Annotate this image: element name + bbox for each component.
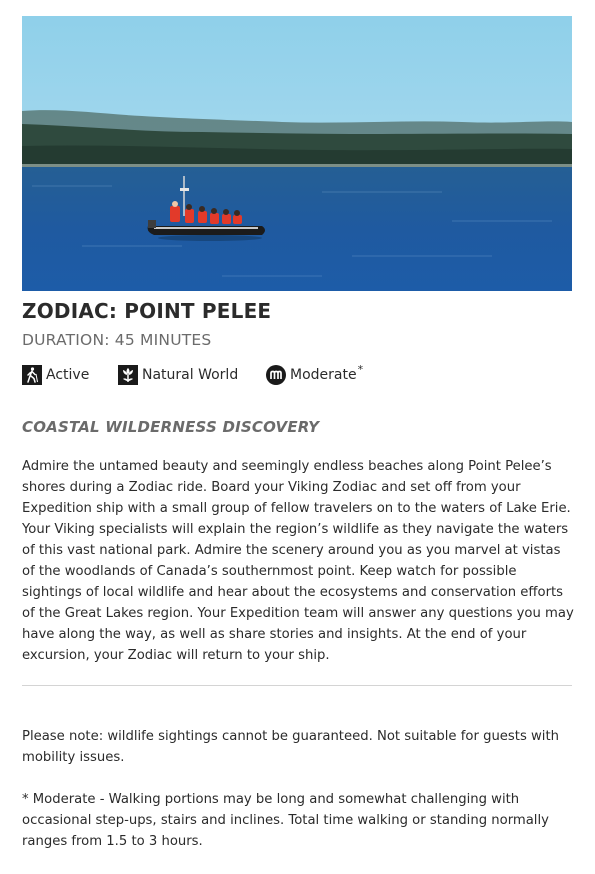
moderate-footnote: * Moderate - Walking portions may be long and somewhat challenging with occasional step-ups, stairs and inclines. Total time walking or standing normally ranges from 1.5 to 3 hours. bbox=[22, 792, 549, 849]
tag-moderate-label: Moderate bbox=[290, 367, 357, 383]
excursion-note: Please note: wildlife sightings cannot be guaranteed. Not suitable for guests with mobility issues. bbox=[22, 729, 559, 765]
excursion-subtitle: COASTAL WILDERNESS DISCOVERY bbox=[22, 418, 320, 436]
tag-active bbox=[22, 364, 89, 386]
hero-photo-zodiac-boat bbox=[22, 16, 572, 291]
hiker-icon bbox=[22, 365, 42, 385]
tag-natural-world-label: Natural World bbox=[142, 367, 239, 383]
excursion-duration: DURATION: 45 MINUTES bbox=[22, 331, 212, 349]
moderate-m-icon bbox=[266, 365, 286, 385]
excursion-title: ZODIAC: POINT PELEE bbox=[22, 299, 272, 323]
excursion-description: Admire the untamed beauty and seemingly endless beaches along Point Pelee’s shores during a Zodiac ride. Board your Viking Zodiac and set off from your Expedition ship with a small group of fellow travelers on to the waters of Lake Erie. Your Viking specialists will explain the region’s wildlife as they navigate the waters of this vast national park. Admire the scenery around you as you marvel at vistas of the woodlands of Canada’s southernmost point. Keep watch for possible sightings of local wildlife and hear about the ecosystems and conservation efforts of the Great Lakes region. Your Expedition team will answer any questions you may have along the way, as well as share stories and insights. At the end of your excursion, your Zodiac will return to your ship. bbox=[22, 459, 574, 663]
activity-tags bbox=[22, 364, 572, 388]
flower-icon bbox=[118, 365, 138, 385]
tag-moderate bbox=[266, 364, 363, 386]
section-divider bbox=[22, 685, 572, 686]
tag-natural-world bbox=[118, 364, 238, 386]
moderate-footnote-marker: * bbox=[357, 362, 364, 376]
tag-active-label: Active bbox=[46, 367, 90, 383]
